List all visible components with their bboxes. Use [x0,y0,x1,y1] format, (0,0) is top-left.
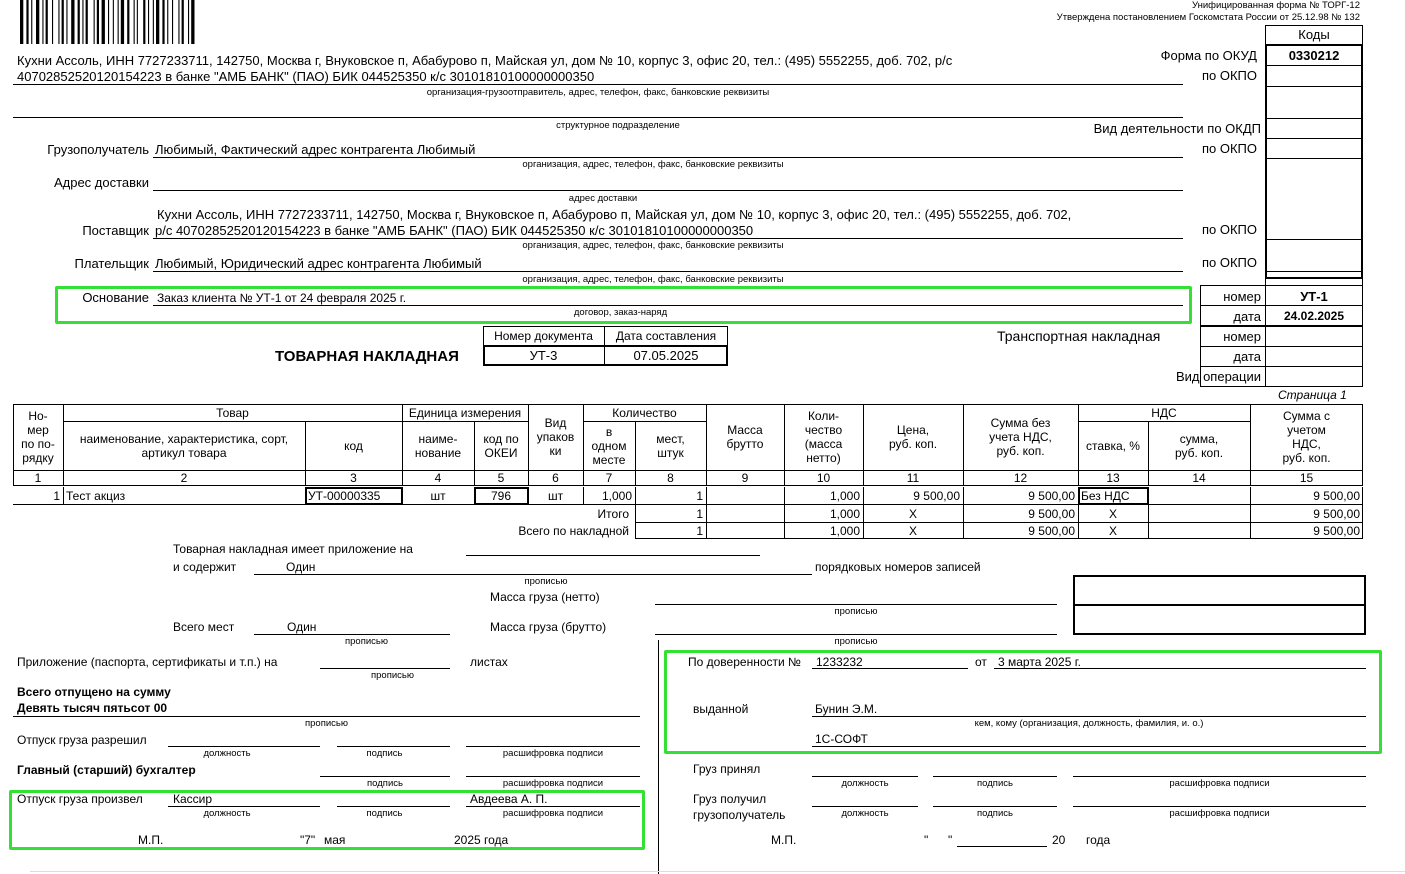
made-name: Авдеева А. П. [470,792,548,806]
places-value: Один [287,620,317,634]
col-num: 9 [741,471,749,485]
proxy-from-label: от [975,655,987,669]
receive-quote-close: " [948,833,953,847]
signature-caption-1: подпись [366,748,403,759]
attach-label: Приложение (паспорта, сертификаты и т.п.) на [17,655,278,669]
row-pack: шт [547,489,564,503]
col-num: 15 [1299,471,1314,485]
basis-number-code: УТ-1 [1300,289,1328,304]
shipper-caption: организация-грузоотправитель, адрес, телефон, факс, банковские реквизиты [426,87,770,98]
made-label: Отпуск груза произвел [17,792,143,806]
stamp-place-left: М.П. [138,833,164,847]
row-one-place: 1,000 [601,489,632,503]
release-day: "7" [300,833,316,847]
allowed-label: Отпуск груза разрешил [17,733,147,747]
decoding-caption-4: расшифровка подписи [1169,778,1270,789]
col-number-header: Но- мер по по- рядку [21,409,55,465]
payer-caption: организация, адрес, телефон, факс, банковские реквизиты [522,274,784,285]
okpo-label-4: по ОКПО [1201,255,1257,270]
words-caption-4: прописью [834,636,878,647]
supplier-label: Поставщик [82,223,149,238]
itogo-net: 1,000 [829,507,860,521]
released-label: Всего отпущено на сумму [17,685,171,699]
barcode [20,0,240,44]
col-num: 3 [350,471,357,485]
words-caption-3: прописью [345,636,388,647]
accepted-label: Груз принял [693,762,761,776]
operation-label: Вид операции [1175,369,1261,384]
received-label-2: грузополучатель [693,808,786,822]
shipper-line-2: 40702852520120154223 в банке "АМБ БАНК" (ПАО) БИК 044525350 к/с 30101810100000000350 [17,69,595,84]
page-number: Страница 1 [1278,388,1347,402]
col-num: 14 [1192,471,1206,485]
transport-label: Транспортная накладная [997,328,1161,344]
data-label-2: дата [1233,349,1261,364]
nomer-label-2: номер [1223,329,1261,344]
nomer-label-1: номер [1223,289,1261,304]
col-num: 8 [667,471,674,485]
okdp-label: Вид деятельности по ОКДП [1093,121,1261,136]
row-price: 9 500,00 [913,489,960,503]
decoding-caption-5: расшифровка подписи [1169,808,1270,819]
itogo-sum-novat: 9 500,00 [1028,507,1075,521]
delivery-caption: адрес доставки [568,193,638,204]
basis-date-code: 24.02.2025 [1283,309,1345,323]
itogo-places: 1 [696,507,703,521]
col-num: 12 [1013,471,1028,485]
col-goods-name-header: наименование, характеристика, сорт, артикул товара [79,431,289,460]
proxy-label: По доверенности № [688,655,801,669]
col-net-header: Коли- чество (масса нетто) [804,409,843,465]
col-num: 5 [497,471,505,485]
decoding-caption-1: расшифровка подписи [502,748,604,759]
col-sum-novat-header: Сумма без учета НДС, руб. коп. [989,416,1052,458]
signature-caption-2: подпись [367,778,403,789]
itogo-sum-vat: 9 500,00 [1313,507,1360,521]
contains-label: и содержит [173,560,237,574]
total-label: Всего по накладной [518,524,629,538]
total-net: 1,000 [829,524,860,538]
stamp-place-right: М.П. [771,833,797,847]
col-num: 1 [34,471,42,485]
codes-header: Коды [1298,27,1330,42]
total-price: X [908,524,917,538]
col-qty-places-header: мест, штук [656,431,685,460]
row-sum-novat: 9 500,00 [1028,489,1075,503]
basis-caption: договор, заказ-наряд [573,307,668,318]
doc-date: 07.05.2025 [633,348,699,363]
col-vat-rate-header: ставка, % [1086,438,1140,453]
total-sum-novat: 9 500,00 [1028,524,1075,538]
decoding-caption-3: расшифровка подписи [502,808,604,819]
col-vat-sum-header: сумма, руб. коп. [1174,431,1224,460]
net-mass-label: Масса груза (нетто) [490,590,600,604]
issued-value: Бунин Э.М. [815,702,878,716]
col-qty-header: Количество [612,405,677,420]
col-num: 2 [180,471,188,485]
approval-label: Утверждена постановлением Госкомстата России от 25.12.98 № 132 [1056,12,1360,23]
itogo-vat-rate: X [1108,507,1117,521]
records-label: порядковых номеров записей [815,560,981,574]
col-num: 4 [434,471,442,485]
col-num: 11 [906,471,920,485]
okpo-label-3: по ОКПО [1201,222,1257,237]
col-num: 6 [552,471,559,485]
col-goods-code-header: код [344,438,363,453]
chief-accountant-label: Главный (старший) бухгалтер [17,763,196,777]
delivery-label: Адрес доставки [53,175,149,190]
col-goods-header: Товар [216,405,249,420]
row-unit: шт [430,489,446,503]
decoding-caption-2: расшифровка подписи [502,778,604,789]
doc-date-header: Дата составления [615,329,717,343]
okpo-label-1: по ОКПО [1201,68,1257,83]
release-month: мая [324,833,346,847]
words-caption-5: прописью [371,670,414,681]
col-price-header: Цена, руб. коп. [888,423,938,451]
basis-value: Заказ клиента № УТ-1 от 24 февраля 2025 г. [157,291,407,305]
issued-label: выданной [693,702,749,716]
release-year: 2025 года [454,833,509,847]
consignee-caption: организация, адрес, телефон, факс, банковские реквизиты [522,159,784,170]
consignee-label: Грузополучатель [47,142,149,157]
basis-label: Основание [82,290,149,305]
basis-highlight [55,286,1192,324]
position-caption-2: должность [203,808,251,819]
position-caption-1: должность [203,748,251,759]
row-net: 1,000 [829,489,860,503]
signature-caption-3: подпись [366,808,403,819]
doc-number: УТ-3 [529,348,558,363]
receive-year-prefix: 20 [1052,833,1066,847]
okud-code: 0330212 [1288,48,1340,63]
col-unit-okei-header: код по ОКЕИ [483,431,519,460]
total-places: 1 [696,524,703,538]
received-label-1: Груз получил [693,792,767,806]
col-sum-vat-header: Сумма с учетом НДС, руб. коп. [1282,409,1331,465]
row-goods-name: Тест акциз [66,489,126,503]
okud-label: Форма по ОКУД [1160,48,1257,63]
row-vat-rate: Без НДС [1081,489,1130,503]
sheets-label: листах [470,655,508,669]
words-caption-2: прописью [834,606,878,617]
unified-form-label: Унифицированная форма № ТОРГ-12 [1191,0,1360,11]
codes-inner-frame [1265,44,1363,279]
places-label: Всего мест [173,620,235,634]
issued-org: 1С-СОФТ [815,732,868,746]
col-gross-header: Масса брутто [726,423,764,451]
payer-label: Плательщик [74,256,149,271]
subdivision-caption: структурное подразделение [556,120,680,131]
supplier-caption: организация, адрес, телефон, факс, банковские реквизиты [522,240,784,251]
shipper-line-1: Кухни Ассоль, ИНН 7727233711, 142750, Москва г, Внуковское п, Абабурово п, Майская ул, дом № 10, корпус 3, офис 20, тел.: (495) 5552255, доб. 702, р/с [17,53,953,68]
words-caption-6: прописью [305,718,348,729]
row-okei: 796 [490,489,512,503]
signature-caption-4: подпись [977,778,1013,789]
col-num: 13 [1106,471,1120,485]
proxy-highlight [664,650,1382,754]
release-highlight [9,790,645,850]
col-qty-one-header: в одном месте [591,424,627,467]
supplier-line-2: р/с 40702852520120154223 в банке "АМБ БАНК" (ПАО) БИК 044525350 к/с 30101810100000000350 [155,223,754,238]
position-caption-4: должность [841,808,889,819]
total-sum-vat: 9 500,00 [1313,524,1360,538]
proxy-number: 1233232 [816,655,863,669]
receive-quote-open: " [924,833,929,847]
made-position: Кассир [173,792,213,806]
col-num: 7 [605,471,613,485]
proxy-date: 3 марта 2025 г. [998,655,1081,669]
receive-year-suffix: года [1086,833,1111,847]
row-places: 1 [696,489,703,503]
col-vat-header: НДС [1151,405,1177,420]
okpo-label-2: по ОКПО [1201,141,1257,156]
position-caption-3: должность [841,778,889,789]
payer-value: Любимый, Юридический адрес контрагента Любимый [155,256,482,271]
gross-mass-label: Масса груза (брутто) [490,620,607,634]
total-vat-rate: X [1108,524,1117,538]
itogo-label: Итого [597,507,629,521]
row-number: 1 [53,489,60,503]
row-goods-code: УТ-00000335 [308,489,381,503]
data-label-1: дата [1233,309,1261,324]
row-sum-vat: 9 500,00 [1313,489,1360,503]
col-pack-header: Вид упаков ки [536,416,575,458]
supplier-line-1: Кухни Ассоль, ИНН 7727233711, 142750, Москва г, Внуковское п, Абабурово п, Майская ул, дом № 10, корпус 3, офис 20, тел.: (495) 5552255, доб. 702, [157,207,1072,222]
appendix-text: Товарная накладная имеет приложение на [173,542,413,556]
doc-number-header: Номер документа [494,329,593,343]
doc-title: ТОВАРНАЯ НАКЛАДНАЯ [275,348,459,365]
col-num: 10 [816,471,831,485]
col-unit-name-header: наиме- нование [414,431,462,460]
itogo-price: X [908,507,917,521]
contains-value: Один [286,560,316,574]
signature-caption-5: подпись [977,808,1013,819]
col-unit-header: Единица измерения [408,405,522,420]
released-value: Девять тысяч пятьсот 00 [17,701,168,715]
consignee-value: Любимый, Фактический адрес контрагента Любимый [155,142,476,157]
issued-caption: кем, кому (организация, должность, фамилия, и. о.) [974,718,1204,729]
words-caption-1: прописью [524,576,568,587]
